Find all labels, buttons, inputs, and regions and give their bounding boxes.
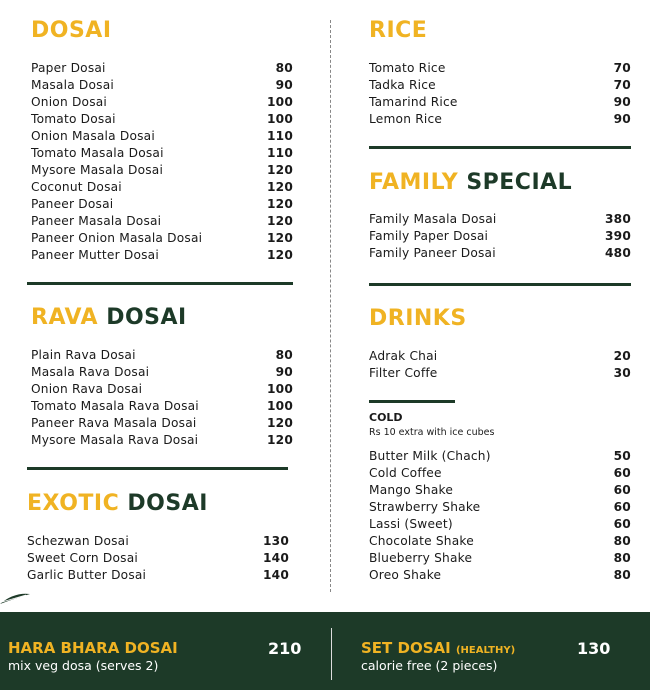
cold-drinks-list xyxy=(369,448,631,584)
item-price: 110 xyxy=(266,146,293,160)
rice-list xyxy=(369,60,631,128)
item-name: Lassi (Sweet) xyxy=(369,517,453,531)
menu-item xyxy=(369,348,631,365)
item-name: Tomato Masala Rava Dosai xyxy=(31,399,199,413)
item-name: Family Paper Dosai xyxy=(369,229,489,243)
menu-item xyxy=(31,179,293,196)
item-price: 80 xyxy=(613,551,631,565)
menu-item xyxy=(31,196,293,213)
item-price: 100 xyxy=(266,112,293,126)
item-price: 120 xyxy=(266,248,293,262)
divider xyxy=(27,467,288,470)
item-name: Paneer Rava Masala Dosai xyxy=(31,416,197,430)
menu-item xyxy=(369,60,631,77)
set-dosai-label: SET DOSAI xyxy=(361,639,451,657)
item-price: 120 xyxy=(266,416,293,430)
item-name: Onion Dosai xyxy=(31,95,108,109)
item-price: 30 xyxy=(613,366,631,380)
menu-item xyxy=(31,247,293,264)
title-part: DOSAI xyxy=(31,18,112,43)
item-price: 130 xyxy=(262,534,289,548)
rice-title xyxy=(369,18,427,44)
item-price: 100 xyxy=(266,95,293,109)
menu-item xyxy=(31,213,293,230)
menu-item xyxy=(369,211,631,228)
hara-bhara-desc: mix veg dosa (serves 2) xyxy=(8,658,159,673)
item-name: Garlic Butter Dosai xyxy=(27,568,147,582)
item-price: 80 xyxy=(275,61,293,75)
item-name: Sweet Corn Dosai xyxy=(27,551,138,565)
item-price: 120 xyxy=(266,433,293,447)
item-name: Filter Coffe xyxy=(369,366,438,380)
item-name: Chocolate Shake xyxy=(369,534,474,548)
set-dosai-tag: (HEALTHY) xyxy=(455,645,516,656)
divider xyxy=(369,400,455,403)
menu-item xyxy=(31,77,293,94)
item-price: 480 xyxy=(604,246,631,260)
item-price: 70 xyxy=(613,61,631,75)
family-special-title xyxy=(369,170,572,196)
menu-item xyxy=(369,465,631,482)
item-name: Mysore Masala Rava Dosai xyxy=(31,433,199,447)
leaf-icon xyxy=(0,590,30,606)
item-price: 120 xyxy=(266,163,293,177)
item-name: Tamarind Rice xyxy=(369,95,458,109)
item-name: Adrak Chai xyxy=(369,349,438,363)
item-price: 60 xyxy=(613,517,631,531)
item-name: Tomato Dosai xyxy=(31,112,116,126)
item-price: 120 xyxy=(266,197,293,211)
dosai-list xyxy=(31,60,293,264)
item-name: Blueberry Shake xyxy=(369,551,473,565)
column-divider xyxy=(330,20,331,592)
item-name: Mango Shake xyxy=(369,483,454,497)
dosai-title xyxy=(31,18,112,44)
exotic-dosai-title xyxy=(27,491,208,517)
footer-specials xyxy=(0,612,650,690)
item-price: 60 xyxy=(613,500,631,514)
menu-item xyxy=(369,482,631,499)
item-price: 80 xyxy=(275,348,293,362)
item-name: Coconut Dosai xyxy=(31,180,122,194)
footer-divider xyxy=(331,628,332,680)
item-price: 90 xyxy=(275,78,293,92)
divider xyxy=(369,146,631,149)
title-part: DOSAI xyxy=(127,491,208,516)
item-price: 90 xyxy=(613,112,631,126)
rava-dosai-list xyxy=(31,347,293,449)
divider xyxy=(27,282,293,285)
drinks-list xyxy=(369,348,631,382)
menu-item xyxy=(31,128,293,145)
item-price: 380 xyxy=(604,212,631,226)
item-price: 70 xyxy=(613,78,631,92)
menu-item xyxy=(369,365,631,382)
item-name: Tomato Masala Dosai xyxy=(31,146,164,160)
item-name: Tadka Rice xyxy=(369,78,436,92)
item-price: 140 xyxy=(262,551,289,565)
menu-item xyxy=(369,516,631,533)
item-price: 120 xyxy=(266,180,293,194)
title-part: EXOTIC xyxy=(27,491,120,516)
item-price: 100 xyxy=(266,382,293,396)
item-name: Masala Dosai xyxy=(31,78,114,92)
exotic-dosai-list xyxy=(27,533,289,584)
title-part: RICE xyxy=(369,18,428,43)
item-name: Strawberry Shake xyxy=(369,500,481,514)
cold-note: Rs 10 extra with ice cubes xyxy=(369,427,495,438)
menu-item xyxy=(31,230,293,247)
item-price: 140 xyxy=(262,568,289,582)
menu-item xyxy=(369,94,631,111)
menu-item xyxy=(27,550,289,567)
item-name: Cold Coffee xyxy=(369,466,442,480)
menu-item xyxy=(31,398,293,415)
menu-item xyxy=(369,567,631,584)
menu-item xyxy=(31,162,293,179)
menu-item xyxy=(369,533,631,550)
menu-item xyxy=(369,550,631,567)
set-dosai-name xyxy=(361,639,515,657)
drinks-title xyxy=(369,306,467,332)
item-name: Family Paneer Dosai xyxy=(369,246,496,260)
item-price: 390 xyxy=(604,229,631,243)
hara-bhara-name: HARA BHARA DOSAI xyxy=(8,639,178,657)
menu-item xyxy=(369,228,631,245)
item-price: 110 xyxy=(266,129,293,143)
title-part: RAVA xyxy=(31,305,99,330)
item-name: Onion Masala Dosai xyxy=(31,129,155,143)
cold-heading: COLD xyxy=(369,411,403,424)
menu-item xyxy=(369,245,631,262)
item-name: Schezwan Dosai xyxy=(27,534,129,548)
menu-item xyxy=(369,77,631,94)
item-name: Family Masala Dosai xyxy=(369,212,497,226)
item-name: Paneer Dosai xyxy=(31,197,114,211)
menu-item xyxy=(31,364,293,381)
menu-item xyxy=(31,145,293,162)
item-price: 90 xyxy=(613,95,631,109)
menu-item xyxy=(31,432,293,449)
menu-item xyxy=(31,111,293,128)
item-name: Oreo Shake xyxy=(369,568,442,582)
menu-item xyxy=(369,111,631,128)
set-dosai-desc: calorie free (2 pieces) xyxy=(361,658,498,673)
item-name: Paper Dosai xyxy=(31,61,106,75)
item-price: 80 xyxy=(613,534,631,548)
item-name: Paneer Mutter Dosai xyxy=(31,248,159,262)
menu-item xyxy=(31,415,293,432)
set-dosai-price: 130 xyxy=(577,639,611,658)
title-part: DRINKS xyxy=(369,306,467,331)
item-name: Masala Rava Dosai xyxy=(31,365,150,379)
menu-item xyxy=(31,60,293,77)
item-name: Plain Rava Dosai xyxy=(31,348,136,362)
item-name: Onion Rava Dosai xyxy=(31,382,143,396)
hara-bhara-price: 210 xyxy=(268,639,302,658)
item-price: 100 xyxy=(266,399,293,413)
item-name: Paneer Onion Masala Dosai xyxy=(31,231,203,245)
item-price: 20 xyxy=(613,349,631,363)
item-name: Paneer Masala Dosai xyxy=(31,214,162,228)
item-name: Butter Milk (Chach) xyxy=(369,449,491,463)
item-name: Tomato Rice xyxy=(369,61,446,75)
title-part: SPECIAL xyxy=(466,170,573,195)
item-price: 60 xyxy=(613,483,631,497)
item-price: 120 xyxy=(266,231,293,245)
item-price: 60 xyxy=(613,466,631,480)
family-special-list xyxy=(369,211,631,262)
menu-item xyxy=(31,381,293,398)
title-part: FAMILY xyxy=(369,170,459,195)
menu-item xyxy=(369,499,631,516)
menu-item xyxy=(27,533,289,550)
item-name: Mysore Masala Dosai xyxy=(31,163,164,177)
item-price: 120 xyxy=(266,214,293,228)
menu-item xyxy=(27,567,289,584)
item-price: 50 xyxy=(613,449,631,463)
rava-dosai-title xyxy=(31,305,187,331)
item-price: 90 xyxy=(275,365,293,379)
item-name: Lemon Rice xyxy=(369,112,443,126)
divider xyxy=(369,283,631,286)
menu-item xyxy=(31,347,293,364)
title-part: DOSAI xyxy=(106,305,187,330)
item-price: 80 xyxy=(613,568,631,582)
menu-item xyxy=(31,94,293,111)
menu-item xyxy=(369,448,631,465)
